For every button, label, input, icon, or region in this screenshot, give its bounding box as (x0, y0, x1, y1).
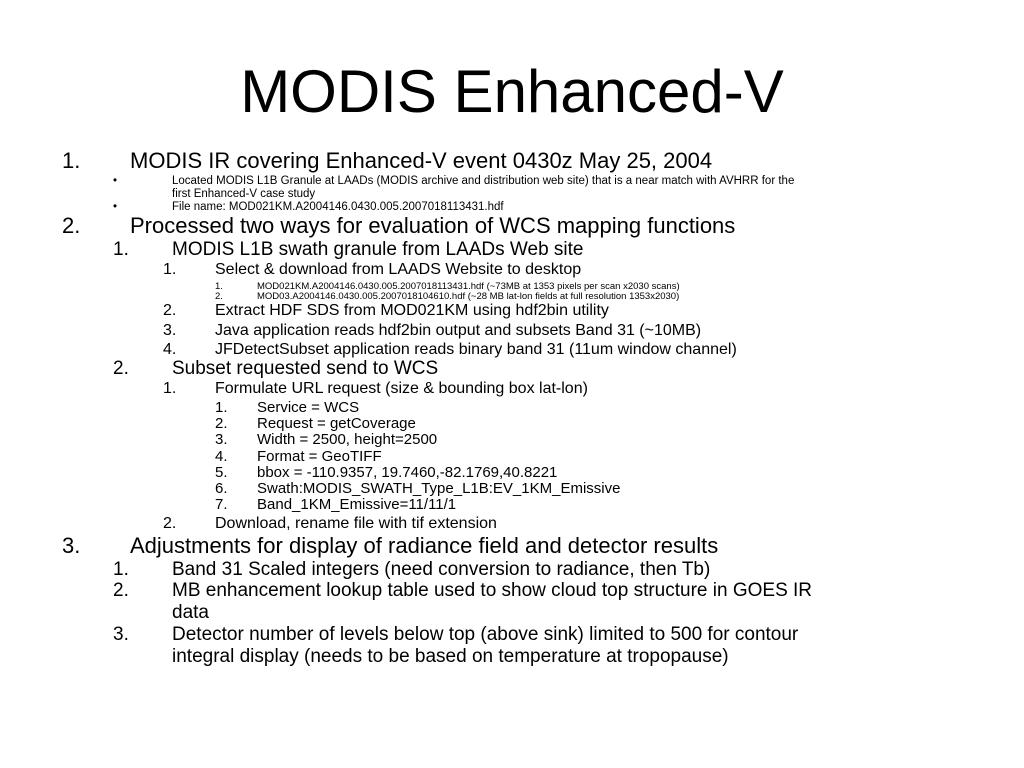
item-text: MODIS IR covering Enhanced-V event 0430z May 25, 2004 (130, 148, 713, 173)
item-number: 4. (163, 341, 177, 358)
item-text: Processed two ways for evaluation of WCS mapping functions (130, 213, 736, 238)
item-text: Formulate URL request (size & bounding box lat-lon) (215, 380, 588, 397)
item-number: 3. (215, 431, 228, 448)
item-text: JFDetectSubset application reads binary band 31 (11um window channel) (215, 341, 737, 358)
item-number: 1. (215, 281, 223, 292)
item-number: 2. (215, 415, 228, 432)
item-text: Download, rename file with tif extension (215, 515, 497, 532)
item-text: MB enhancement lookup table used to show cloud top structure in GOES IR (172, 580, 813, 601)
item-text: data (172, 602, 209, 623)
item-text: MOD021KM.A2004146.0430.005.2007018113431.hdf (~73MB at 1353 pixels per scan x2030 scans) (257, 281, 680, 292)
item-text: Width = 2500, height=2500 (257, 431, 438, 448)
item-text: Select & download from LAADS Website to desktop (215, 261, 582, 278)
item-number: 2. (113, 358, 129, 379)
item-text: Format = GeoTIFF (257, 448, 382, 465)
item-text: first Enhanced-V case study (172, 188, 316, 200)
item-text: Detector number of levels below top (above sink) limited to 500 for contour (172, 624, 799, 645)
slide-title: MODIS Enhanced-V (240, 58, 784, 125)
item-text: File name: MOD021KM.A2004146.0430.005.2007018113431.hdf (172, 201, 504, 213)
item-text: integral display (needs to be based on temperature at tropopause) (172, 646, 729, 667)
item-text: bbox = -110.9357, 19.7460,-82.1769,40.8221 (257, 464, 558, 481)
item-number: 2. (215, 291, 223, 302)
item-number: 5. (215, 464, 228, 481)
item-number: 2. (62, 213, 81, 238)
item-number: 3. (62, 533, 81, 558)
item-number: 2. (163, 515, 177, 532)
bullet-icon: • (113, 201, 118, 213)
item-number: 1. (215, 399, 228, 416)
item-number: 1. (62, 148, 81, 173)
item-text: Extract HDF SDS from MOD021KM using hdf2bin utility (215, 302, 609, 319)
item-text: Adjustments for display of radiance field and detector results (130, 533, 719, 558)
item-number: 1. (163, 380, 177, 397)
bullet-icon: • (113, 175, 118, 187)
item-text: Swath:MODIS_SWATH_Type_L1B:EV_1KM_Emissive (257, 480, 621, 497)
item-number: 1. (113, 559, 129, 580)
item-number: 2. (113, 580, 129, 601)
item-text: MODIS L1B swath granule from LAADs Web site (172, 239, 584, 260)
item-text: Subset requested send to WCS (172, 358, 439, 379)
item-number: 3. (113, 624, 129, 645)
item-text: Java application reads hdf2bin output and subsets Band 31 (~10MB) (215, 322, 702, 339)
item-text: Request = getCoverage (257, 415, 416, 432)
item-number: 3. (163, 322, 177, 339)
item-text: Band_1KM_Emissive=11/11/1 (257, 496, 457, 513)
item-number: 1. (163, 261, 177, 278)
item-text: Band 31 Scaled integers (need conversion to radiance, then Tb) (172, 559, 711, 580)
item-text: Located MODIS L1B Granule at LAADs (MODIS archive and distribution web site) that is a near match with AVHRR for the (172, 175, 795, 187)
item-number: 7. (215, 496, 228, 513)
item-text: Service = WCS (257, 399, 360, 416)
item-text: MOD03.A2004146.0430.005.2007018104610.hdf (~28 MB lat-lon fields at full resolution 1353x2030) (257, 291, 680, 302)
item-number: 2. (163, 302, 177, 319)
item-number: 4. (215, 448, 228, 465)
item-number: 1. (113, 239, 129, 260)
item-number: 6. (215, 480, 228, 497)
